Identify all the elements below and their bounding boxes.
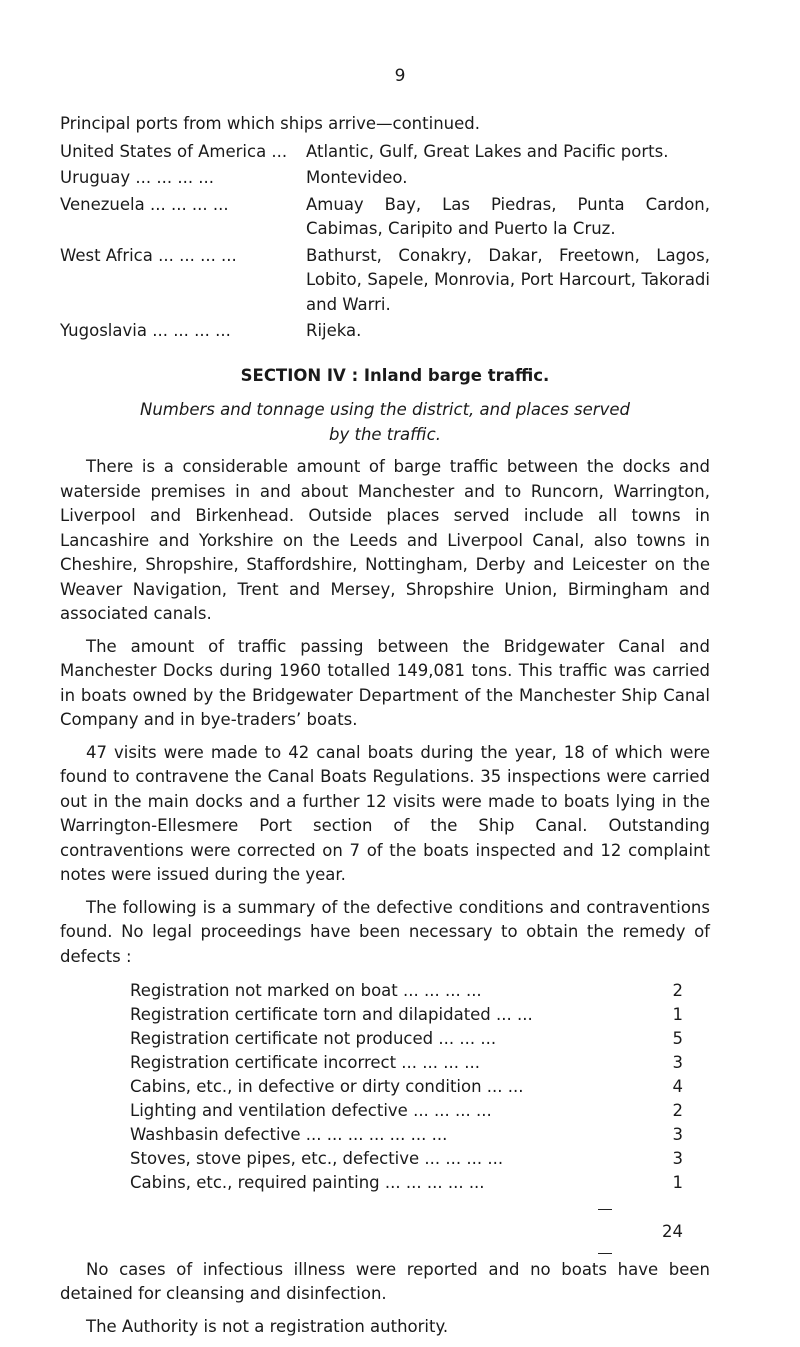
port-country: Venezuela ... ... ... ... (60, 194, 229, 214)
summary-count: 3 (672, 1125, 683, 1144)
port-names: Rijeka. (306, 321, 362, 340)
section-title: SECTION IV : Inland barge traffic. (240, 365, 550, 385)
summary-label: Cabins, etc., required painting ... ... ... ... ... (130, 1173, 485, 1192)
summary-row (130, 1147, 683, 1171)
summary-count: 2 (672, 1101, 683, 1120)
port-row (60, 166, 710, 191)
summary-label: Lighting and ventilation defective ... ... ... ... (130, 1101, 492, 1120)
paragraph: The following is a summary of the defective conditions and contraventions found. No legal proceedings have been necessary to obtain the remedy of defects : (60, 897, 710, 966)
summary-label: Registration certificate not produced ... ... ... (130, 1029, 497, 1048)
summary-total-row (130, 1220, 683, 1245)
page-content (60, 112, 710, 1347)
section-subtitle: Numbers and tonnage using the district, and places served by the traffic. (140, 400, 630, 444)
paragraph: The amount of traffic passing between the Bridgewater Canal and Manchester Docks during 1960 totalled 149,081 tons. This traffic was carried in boats owned by the Bridgewater Department of the Manchester Ship Canal Company and in bye-traders’ boats. (60, 636, 710, 729)
port-country: Uruguay ... ... ... ... (60, 168, 215, 187)
port-row (60, 319, 710, 344)
port-names: Montevideo. (306, 168, 408, 187)
port-row (60, 193, 710, 242)
summary-label: Washbasin defective ... ... ... ... ... ... ... (130, 1125, 448, 1144)
summary-row (130, 1099, 683, 1123)
port-names: Amuay Bay, Las Piedras, Punta Cardon, Cabimas, Caripito and Puerto la Cruz. (306, 194, 710, 238)
summary-row (130, 979, 683, 1003)
summary-label: Registration certificate torn and dilapidated ... ... (130, 1005, 533, 1024)
summary-count: 2 (672, 981, 683, 1000)
port-row (60, 244, 710, 318)
summary-count: 1 (672, 1173, 683, 1192)
summary-label: Registration not marked on boat ... ... ... ... (130, 981, 482, 1000)
summary-count: 3 (672, 1053, 683, 1072)
summary-count: 1 (672, 1005, 683, 1024)
total-rule-bottom (598, 1253, 612, 1254)
ports-heading: Principal ports from which ships arrive—continued. (60, 114, 480, 133)
ports-list (60, 140, 710, 344)
summary-row (130, 1027, 683, 1051)
summary-count: 3 (672, 1149, 683, 1168)
summary-row (130, 1123, 683, 1147)
summary-row (130, 1075, 683, 1099)
summary-count: 4 (672, 1077, 683, 1096)
summary-label: Cabins, etc., in defective or dirty condition ... ... (130, 1077, 524, 1096)
port-row (60, 140, 710, 165)
total-rule-top (598, 1209, 612, 1210)
port-names: Bathurst, Conakry, Dakar, Freetown, Lagos, Lobito, Sapele, Monrovia, Port Harcourt, Takoradi and Warri. (306, 245, 710, 314)
summary-count: 5 (672, 1029, 683, 1048)
defects-summary-table (130, 979, 683, 1195)
summary-row (130, 1171, 683, 1195)
summary-row (130, 1051, 683, 1075)
summary-total: 24 (662, 1222, 683, 1241)
summary-label: Registration certificate incorrect ... ... ... ... (130, 1053, 480, 1072)
paragraph: 47 visits were made to 42 canal boats during the year, 18 of which were found to contravene the Canal Boats Regulations. 35 inspections were carried out in the main docks and a further 12 visits were made to boats lying in the Warrington-Ellesmere Port section of the Ship Canal. Outstanding contraventions were corrected on 7 of the boats inspected and 12 complaint notes were issued during the year. (60, 742, 710, 884)
port-names: Atlantic, Gulf, Great Lakes and Pacific ports. (306, 141, 669, 161)
page-number: 9 (394, 66, 406, 86)
port-country: West Africa ... ... ... ... (60, 245, 237, 265)
summary-row (130, 1003, 683, 1027)
closing-paragraph: No cases of infectious illness were reported and no boats have been detained for cleansing and disinfection. (60, 1259, 710, 1303)
summary-label: Stoves, stove pipes, etc., defective ... ... ... ... (130, 1149, 504, 1168)
paragraph: There is a considerable amount of barge traffic between the docks and waterside premises in and about Manchester and to Runcorn, Warrington, Liverpool and Birkenhead. Outside places served include all towns in Lancashire and Yorkshire on the Leeds and Liverpool Canal, also towns in Cheshire, Shropshire, Staffordshire, Nottingham, Derby and Leicester on the Weaver Navigation, Trent and Mersey, Shropshire Union, Birmingham and associated canals. (60, 457, 710, 623)
closing-paragraph: The Authority is not a registration authority. (86, 1316, 449, 1336)
port-country: Yugoslavia ... ... ... ... (60, 321, 231, 340)
port-country: United States of America ... (60, 141, 288, 161)
